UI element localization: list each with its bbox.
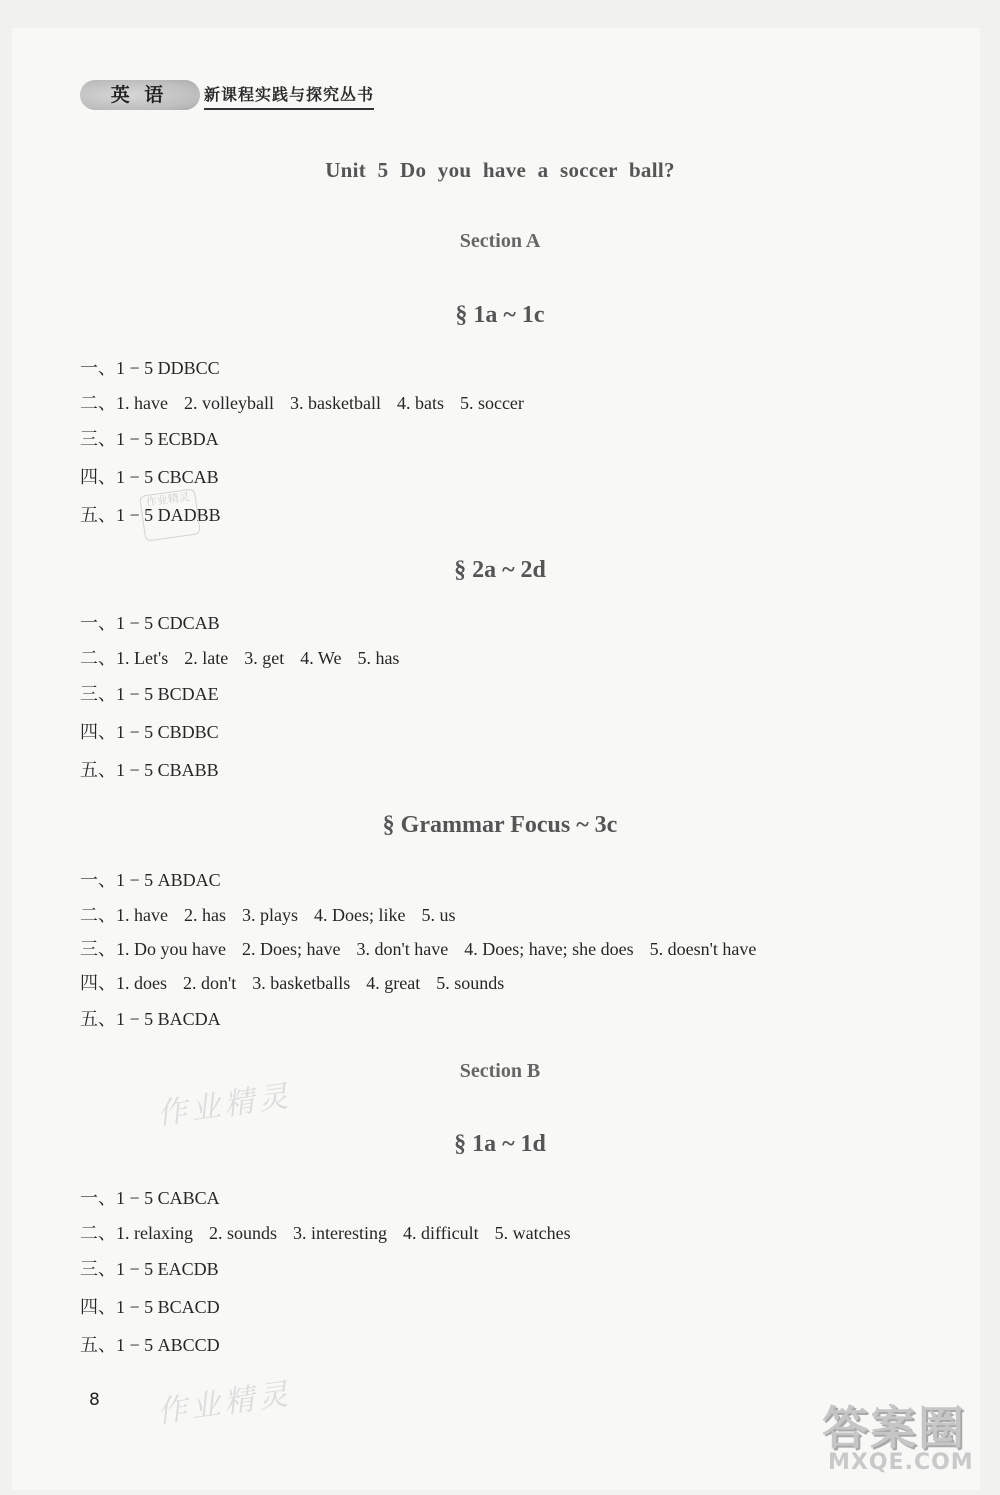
answer-line — [80, 354, 236, 380]
answer-item: 1 − 5 BACDA — [116, 1009, 221, 1029]
answer-item: 3. basketball — [289, 393, 381, 413]
answer-item: 5. watches — [494, 1223, 571, 1243]
answer-item: 1 − 5 ABCCD — [116, 1335, 220, 1355]
answer-item: 5. us — [421, 905, 456, 925]
logo-site: MXQE.COM — [828, 1450, 974, 1475]
answer-item: 4. bats — [396, 393, 444, 413]
question-number: 二、 — [80, 1223, 116, 1243]
question-number: 五、 — [80, 505, 116, 525]
answer-item: 3. get — [244, 648, 285, 668]
answer-line — [80, 935, 772, 961]
answer-item: 1 − 5 CBABB — [116, 760, 219, 780]
answer-item: 3. plays — [241, 905, 298, 925]
question-number: 三、 — [80, 939, 116, 959]
watermark-text: 作业精灵 — [154, 1078, 295, 1133]
question-number: 四、 — [80, 973, 116, 993]
logo-mark: 答案圈 — [822, 1401, 966, 1455]
answer-item: 3. basketballs — [252, 973, 351, 993]
section-a-title: Section A — [459, 230, 541, 252]
answer-item: 1. have — [116, 393, 168, 413]
question-number: 四、 — [80, 722, 116, 742]
question-number: 三、 — [80, 1259, 116, 1279]
answer-line — [80, 609, 236, 635]
answer-line — [80, 425, 235, 451]
answer-item: 1 − 5 BCACD — [116, 1297, 220, 1317]
answer-line — [80, 1005, 237, 1031]
answer-line — [80, 1255, 235, 1281]
answer-line — [80, 901, 472, 927]
answer-item: 2. Does; have — [241, 939, 341, 959]
answer-item: 1 − 5 DDBCC — [116, 358, 220, 378]
answer-line — [80, 1293, 236, 1319]
answer-item: 1 − 5 CBDBC — [116, 722, 219, 742]
answer-item: 4. Does; have; she does — [464, 939, 634, 959]
answer-item: 2. volleyball — [183, 393, 274, 413]
answer-item: 1. have — [116, 905, 168, 925]
section-b-title: Section B — [459, 1060, 541, 1082]
question-number: 五、 — [80, 1009, 116, 1029]
question-number: 四、 — [80, 467, 116, 487]
answer-line — [80, 680, 235, 706]
answer-line — [80, 718, 235, 744]
watermark-text: 作业精灵 — [154, 1376, 295, 1431]
question-number: 二、 — [80, 905, 116, 925]
answer-line — [80, 389, 540, 415]
answer-line — [80, 644, 415, 670]
series-title: 新课程实践与探究丛书 — [204, 82, 374, 110]
site-logo — [822, 1392, 992, 1484]
answer-item: 1 − 5 BCDAE — [116, 684, 219, 704]
answer-item: 1. relaxing — [116, 1223, 193, 1243]
answer-item: 1 − 5 DADBB — [116, 505, 221, 525]
answer-item: 1 − 5 CABCA — [116, 1188, 220, 1208]
answer-line — [80, 969, 520, 995]
answer-item: 5. doesn't have — [649, 939, 757, 959]
answer-item: 1 − 5 EACDB — [116, 1259, 219, 1279]
question-number: 三、 — [80, 429, 116, 449]
watermark-stamp: 作业精灵 — [139, 488, 201, 541]
answer-item: 4. Does; like — [313, 905, 406, 925]
question-number: 五、 — [80, 760, 116, 780]
answer-item: 2. don't — [183, 973, 237, 993]
answer-line — [80, 756, 235, 782]
answer-line — [80, 1184, 236, 1210]
answer-item: 1 − 5 CDCAB — [116, 613, 220, 633]
book-header — [80, 80, 400, 110]
answer-item: 1. Let's — [116, 648, 169, 668]
answer-item: 1 − 5 CBCAB — [116, 467, 219, 487]
answer-item: 3. interesting — [293, 1223, 387, 1243]
answer-line — [80, 463, 235, 489]
block-heading: § 1a ~ 1d — [454, 1131, 546, 1157]
page-number: 8 — [89, 1390, 100, 1410]
subject-label: 英 语 — [110, 84, 168, 106]
answer-line — [80, 1219, 587, 1245]
answer-item: 2. sounds — [208, 1223, 277, 1243]
unit-title: Unit 5 Do you have a soccer ball? — [325, 158, 675, 182]
answer-line — [80, 1331, 236, 1357]
block-heading: § Grammar Focus ~ 3c — [382, 812, 618, 838]
question-number: 一、 — [80, 613, 116, 633]
question-number: 五、 — [80, 1335, 116, 1355]
answer-item: 5. sounds — [436, 973, 505, 993]
question-number: 一、 — [80, 870, 116, 890]
answer-item: 4. difficult — [402, 1223, 479, 1243]
answer-item: 5. has — [357, 648, 400, 668]
block-heading: § 2a ~ 2d — [454, 557, 546, 583]
answer-item: 1 − 5 ABDAC — [116, 870, 221, 890]
answer-item: 1 − 5 ECBDA — [116, 429, 219, 449]
answer-item: 2. has — [183, 905, 226, 925]
answer-item: 4. We — [300, 648, 342, 668]
question-number: 一、 — [80, 1188, 116, 1208]
question-number: 一、 — [80, 358, 116, 378]
question-number: 四、 — [80, 1297, 116, 1317]
block-heading: § 1a ~ 1c — [455, 302, 545, 328]
answer-item: 1. does — [116, 973, 167, 993]
question-number: 三、 — [80, 684, 116, 704]
question-number: 二、 — [80, 393, 116, 413]
answer-item: 4. great — [366, 973, 421, 993]
question-number: 二、 — [80, 648, 116, 668]
answer-item: 1. Do you have — [116, 939, 226, 959]
answer-item: 5. soccer — [459, 393, 524, 413]
answer-line — [80, 866, 237, 892]
answer-item: 2. late — [184, 648, 229, 668]
answer-item: 3. don't have — [356, 939, 449, 959]
